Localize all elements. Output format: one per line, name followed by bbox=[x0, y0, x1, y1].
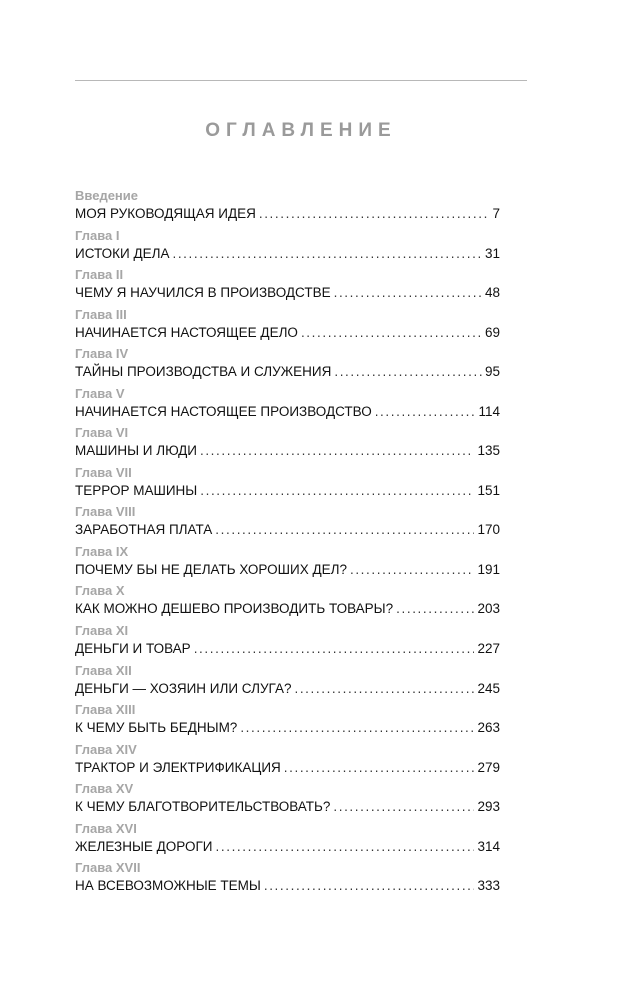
entry-title: ЗАРАБОТНАЯ ПЛАТА bbox=[75, 522, 213, 538]
dot-leader bbox=[259, 205, 490, 223]
toc-entry-chapter-2[interactable] bbox=[75, 267, 500, 307]
entry-title: КАК МОЖНО ДЕШЕВО ПРОИЗВОДИТЬ ТОВАРЫ? bbox=[75, 601, 394, 617]
entry-title: НАЧИНАЕТСЯ НАСТОЯЩЕЕ ПРОИЗВОДСТВО bbox=[75, 403, 372, 419]
entry-title: МОЯ РУКОВОДЯЩАЯ ИДЕЯ bbox=[75, 206, 256, 221]
page-number: 48 bbox=[484, 285, 500, 301]
entry-title: ДЕНЬГИ И ТОВАР bbox=[75, 641, 191, 657]
dot-leader bbox=[284, 759, 475, 777]
toc-entry-chapter-8[interactable] bbox=[75, 504, 500, 544]
top-rule bbox=[75, 80, 527, 81]
entry-title: ТРАКТОР И ЭЛЕКТРИФИКАЦИЯ bbox=[75, 759, 281, 775]
chapter-label: Глава XIII bbox=[75, 702, 136, 718]
chapter-label: Глава XII bbox=[75, 662, 132, 678]
entry-line bbox=[75, 561, 500, 580]
toc-entry-chapter-6[interactable] bbox=[75, 425, 500, 465]
toc-entry-intro[interactable] bbox=[75, 188, 500, 228]
entry-line bbox=[75, 324, 500, 343]
page-number: 135 bbox=[477, 443, 500, 459]
dot-leader bbox=[264, 877, 475, 895]
dot-leader bbox=[194, 640, 475, 658]
page-number: 333 bbox=[477, 878, 500, 894]
dot-leader bbox=[333, 798, 474, 816]
page-number: 314 bbox=[477, 838, 500, 854]
toc-entry-chapter-12[interactable] bbox=[75, 663, 500, 703]
chapter-label: Глава VI bbox=[75, 425, 129, 441]
dot-leader bbox=[301, 324, 482, 342]
page-number: 31 bbox=[484, 245, 500, 261]
entry-title: ДЕНЬГИ — ХОЗЯИН ИЛИ СЛУГА? bbox=[75, 680, 292, 696]
chapter-label: Глава VII bbox=[75, 464, 132, 480]
toc-entry-chapter-10[interactable] bbox=[75, 583, 500, 623]
dot-leader bbox=[200, 482, 474, 500]
entry-line bbox=[75, 363, 500, 382]
page-number: 227 bbox=[477, 641, 500, 657]
entry-line bbox=[75, 482, 500, 501]
chapter-label: Глава II bbox=[75, 267, 124, 283]
toc-entry-chapter-15[interactable] bbox=[75, 781, 500, 821]
chapter-label: Глава XVI bbox=[75, 820, 137, 836]
chapter-label: Глава V bbox=[75, 385, 125, 401]
dot-leader bbox=[172, 245, 481, 263]
toc-entry-chapter-16[interactable] bbox=[75, 821, 500, 861]
entry-line bbox=[75, 759, 500, 778]
page-number: 203 bbox=[477, 601, 500, 617]
entry-line bbox=[75, 245, 500, 264]
chapter-label: Глава XV bbox=[75, 781, 134, 797]
entry-title: НАЧИНАЕТСЯ НАСТОЯЩЕЕ ДЕЛО bbox=[75, 324, 298, 340]
page-number: 69 bbox=[484, 324, 500, 340]
entry-title: ИСТОКИ ДЕЛА bbox=[75, 245, 170, 261]
dot-leader bbox=[375, 403, 476, 421]
dot-leader bbox=[216, 838, 475, 856]
entry-title: ПОЧЕМУ БЫ НЕ ДЕЛАТЬ ХОРОШИХ ДЕЛ? bbox=[75, 561, 347, 577]
page-number: 114 bbox=[478, 403, 500, 419]
table-of-contents bbox=[75, 188, 500, 900]
chapter-label: Глава X bbox=[75, 583, 125, 599]
page-number: 293 bbox=[477, 799, 500, 815]
toc-entry-chapter-1[interactable] bbox=[75, 228, 500, 268]
chapter-label: Глава XVII bbox=[75, 860, 141, 876]
dot-leader bbox=[200, 442, 474, 460]
entry-line bbox=[75, 838, 500, 857]
dot-leader bbox=[240, 719, 474, 737]
entry-line bbox=[75, 798, 500, 817]
entry-title: МАШИНЫ И ЛЮДИ bbox=[75, 443, 197, 459]
toc-entry-chapter-17[interactable] bbox=[75, 860, 500, 900]
entry-title: ЧЕМУ Я НАУЧИЛСЯ В ПРОИЗВОДСТВЕ bbox=[75, 285, 331, 301]
page-number: 95 bbox=[484, 364, 500, 380]
dot-leader bbox=[334, 363, 482, 381]
toc-entry-chapter-4[interactable] bbox=[75, 346, 500, 386]
toc-entry-chapter-5[interactable] bbox=[75, 386, 500, 426]
chapter-label: Глава XIV bbox=[75, 741, 137, 757]
entry-line bbox=[75, 205, 500, 224]
toc-entry-chapter-9[interactable] bbox=[75, 544, 500, 584]
dot-leader bbox=[294, 680, 474, 698]
chapter-label: Введение bbox=[75, 188, 138, 203]
entry-line bbox=[75, 640, 500, 659]
page-number: 7 bbox=[492, 206, 500, 221]
toc-entry-chapter-13[interactable] bbox=[75, 702, 500, 742]
entry-title: ТЕРРОР МАШИНЫ bbox=[75, 482, 198, 498]
entry-line bbox=[75, 877, 500, 896]
page-number: 263 bbox=[477, 720, 500, 736]
chapter-label: Глава VIII bbox=[75, 504, 136, 520]
entry-title: К ЧЕМУ БЫТЬ БЕДНЫМ? bbox=[75, 720, 238, 736]
entry-line bbox=[75, 719, 500, 738]
dot-leader bbox=[350, 561, 474, 579]
entry-line bbox=[75, 600, 500, 619]
page-number: 191 bbox=[477, 561, 500, 577]
entry-line bbox=[75, 680, 500, 699]
entry-title: ТАЙНЫ ПРОИЗВОДСТВА И СЛУЖЕНИЯ bbox=[75, 364, 332, 380]
chapter-label: Глава XI bbox=[75, 623, 129, 639]
toc-entry-chapter-3[interactable] bbox=[75, 307, 500, 347]
toc-entry-chapter-11[interactable] bbox=[75, 623, 500, 663]
page-number: 151 bbox=[477, 482, 500, 498]
entry-line bbox=[75, 284, 500, 303]
entry-line bbox=[75, 521, 500, 540]
dot-leader bbox=[215, 521, 474, 539]
toc-entry-chapter-14[interactable] bbox=[75, 742, 500, 782]
chapter-label: Глава III bbox=[75, 306, 127, 322]
page-number: 279 bbox=[477, 759, 500, 775]
dot-leader bbox=[396, 600, 474, 618]
page-number: 245 bbox=[477, 680, 500, 696]
toc-title: ОГЛАВЛЕНИЕ bbox=[205, 120, 397, 141]
entry-title: ЖЕЛЕЗНЫЕ ДОРОГИ bbox=[75, 838, 213, 854]
entry-title: К ЧЕМУ БЛАГОТВОРИТЕЛЬСТВОВАТЬ? bbox=[75, 799, 331, 815]
chapter-label: Глава IX bbox=[75, 543, 129, 559]
chapter-label: Глава IV bbox=[75, 346, 129, 362]
entry-line bbox=[75, 403, 500, 422]
chapter-label: Глава I bbox=[75, 227, 120, 243]
entry-line bbox=[75, 442, 500, 461]
entry-title: НА ВСЕВОЗМОЖНЫЕ ТЕМЫ bbox=[75, 878, 261, 894]
dot-leader bbox=[334, 284, 482, 302]
toc-entry-chapter-7[interactable] bbox=[75, 465, 500, 505]
page-number: 170 bbox=[477, 522, 500, 538]
